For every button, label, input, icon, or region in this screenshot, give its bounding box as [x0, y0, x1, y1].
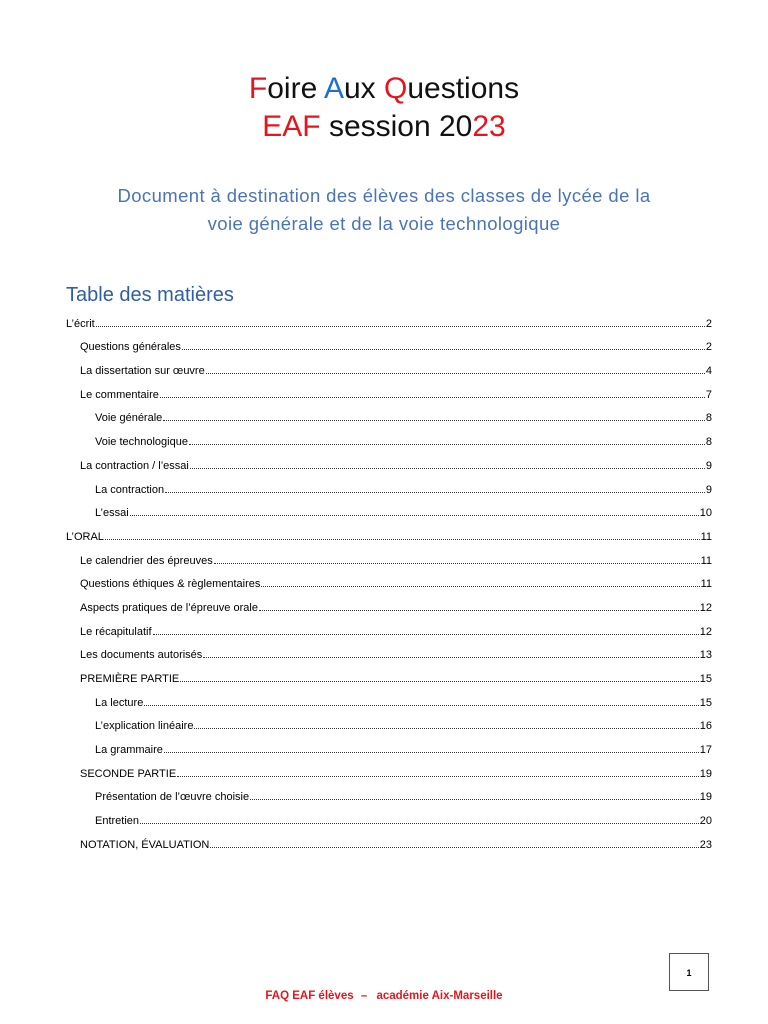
- toc-entry-page: 9: [705, 483, 712, 496]
- toc-leader-dots: [180, 681, 699, 682]
- title-segment: oire: [267, 72, 324, 105]
- toc-leader-dots: [144, 705, 698, 706]
- title-line-2: [0, 108, 768, 146]
- title-segment: 23: [472, 110, 506, 143]
- toc-leader-dots: [130, 515, 699, 516]
- toc-leader-dots: [189, 444, 705, 445]
- toc-leader-dots: [140, 823, 699, 824]
- toc-entry[interactable]: [66, 425, 712, 449]
- toc-entry-label: NOTATION, ÉVALUATION: [80, 838, 210, 851]
- page-number: 1: [686, 968, 692, 978]
- toc-entry-label: L’ORAL: [66, 530, 104, 543]
- toc-entry[interactable]: [66, 497, 712, 521]
- toc-entry[interactable]: [66, 757, 712, 781]
- toc-entry[interactable]: [66, 402, 712, 426]
- toc-leader-dots: [177, 776, 699, 777]
- footer-left: FAQ EAF élèves: [265, 990, 354, 1002]
- toc-leader-dots: [165, 492, 705, 493]
- toc-entry[interactable]: [66, 591, 712, 615]
- toc-leader-dots: [182, 349, 705, 350]
- toc-entry-label: Présentation de l’œuvre choisie: [95, 791, 250, 804]
- toc-entry-label: Le récapitulatif: [80, 625, 152, 638]
- toc-entry-label: L’écrit: [66, 317, 95, 330]
- toc-entry[interactable]: [66, 473, 712, 497]
- toc-leader-dots: [206, 373, 705, 374]
- toc-entry-label: L’explication linéaire: [95, 720, 194, 733]
- toc-entry-label: La dissertation sur œuvre: [80, 365, 205, 378]
- title-segment: Q: [384, 72, 408, 105]
- toc-entry-page: 8: [705, 412, 712, 425]
- toc-entry-page: 4: [705, 365, 712, 378]
- toc-entry-label: Le commentaire: [80, 388, 159, 401]
- toc-entry-page: 12: [699, 625, 712, 638]
- toc-entry-page: 9: [705, 459, 712, 472]
- toc-entry-page: 19: [699, 791, 712, 804]
- toc-entry[interactable]: [66, 781, 712, 805]
- toc-leader-dots: [259, 610, 699, 611]
- toc-leader-dots: [190, 468, 705, 469]
- toc-entry-label: La contraction / l’essai: [80, 459, 189, 472]
- toc-entry[interactable]: [66, 662, 712, 686]
- title-segment: A: [323, 72, 344, 105]
- toc-entry-label: L’essai: [95, 507, 129, 520]
- toc-entry-label: Questions générales: [80, 341, 181, 354]
- toc-entry[interactable]: [66, 331, 712, 355]
- footer: [0, 990, 768, 1002]
- toc-entry[interactable]: [66, 733, 712, 757]
- toc-leader-dots: [163, 420, 705, 421]
- toc-entry-page: 7: [705, 388, 712, 401]
- toc-entry-page: 11: [700, 530, 712, 543]
- toc-entry[interactable]: [66, 354, 712, 378]
- toc-entry-label: Les documents autorisés: [80, 649, 203, 662]
- title-segment: ux: [343, 72, 384, 105]
- toc-entry-page: 15: [699, 696, 712, 709]
- title-segment: F: [248, 72, 268, 105]
- toc-entry-page: 17: [699, 744, 712, 757]
- subtitle-line-2: voie générale et de la voie technologique: [207, 213, 561, 234]
- title-segment: EAF: [262, 110, 321, 143]
- toc-entry-label: Aspects pratiques de l’épreuve orale: [80, 601, 258, 614]
- toc-entry-page: 12: [699, 601, 712, 614]
- title-segment: uestions: [407, 72, 520, 105]
- toc-leader-dots: [164, 752, 699, 753]
- toc-entry-label: La contraction: [95, 483, 165, 496]
- toc-entry[interactable]: [66, 449, 712, 473]
- toc-entry[interactable]: [66, 615, 712, 639]
- toc-entry-label: Voie technologique: [95, 436, 188, 449]
- toc-leader-dots: [194, 728, 698, 729]
- subtitle-line-1: Document à destination des élèves des classes de lycée de la: [117, 185, 651, 206]
- toc-entry[interactable]: [66, 804, 712, 828]
- toc-leader-dots: [160, 397, 705, 398]
- footer-right: académie Aix-Marseille: [376, 990, 503, 1002]
- toc-leader-dots: [214, 563, 700, 564]
- toc-entry[interactable]: [66, 307, 712, 331]
- toc-entry[interactable]: [66, 710, 712, 734]
- toc-entry-label: La grammaire: [95, 744, 163, 757]
- toc-leader-dots: [153, 634, 699, 635]
- toc-entry[interactable]: [66, 686, 712, 710]
- toc-entry-page: 8: [705, 436, 712, 449]
- footer-separator: –: [360, 990, 368, 1002]
- toc-entry[interactable]: [66, 639, 712, 663]
- toc-entry[interactable]: [66, 544, 712, 568]
- toc-entry-page: 13: [699, 649, 712, 662]
- toc-leader-dots: [250, 799, 699, 800]
- toc-leader-dots: [261, 586, 699, 587]
- toc-entry-label: Questions éthiques & règlementaires: [80, 578, 261, 591]
- toc-leader-dots: [210, 847, 698, 848]
- toc-entry[interactable]: [66, 568, 712, 592]
- toc-entry-label: Voie générale: [95, 412, 163, 425]
- toc-entry-page: 20: [699, 815, 712, 828]
- toc-entry-page: 2: [705, 341, 712, 354]
- toc-entry-page: 19: [699, 767, 712, 780]
- toc-leader-dots: [105, 539, 700, 540]
- toc-entry[interactable]: [66, 378, 712, 402]
- toc-entry[interactable]: [66, 828, 712, 852]
- page-number-box: [669, 953, 709, 991]
- title-segment: session 20: [320, 110, 473, 143]
- title-line-1: [0, 70, 768, 108]
- toc-entry-label: Le calendrier des épreuves: [80, 554, 213, 567]
- toc-entry-page: 11: [700, 554, 712, 567]
- table-of-contents: [66, 307, 712, 852]
- document-subtitle: [40, 182, 728, 238]
- toc-entry-page: 23: [699, 838, 712, 851]
- toc-entry-label: PREMIÈRE PARTIE: [80, 673, 180, 685]
- toc-entry[interactable]: [66, 520, 712, 544]
- toc-leader-dots: [96, 326, 705, 327]
- document-title: [0, 70, 768, 146]
- toc-entry-page: 10: [699, 507, 712, 520]
- toc-entry-page: 15: [699, 673, 712, 685]
- toc-entry-label: La lecture: [95, 696, 144, 709]
- toc-heading: Table des matières: [66, 284, 234, 306]
- toc-entry-page: 2: [705, 317, 712, 330]
- toc-entry-label: SECONDE PARTIE: [80, 767, 177, 780]
- toc-entry-page: 16: [699, 720, 712, 733]
- toc-entry-label: Entretien: [95, 815, 140, 828]
- toc-entry-page: 11: [700, 578, 712, 591]
- toc-leader-dots: [203, 657, 698, 658]
